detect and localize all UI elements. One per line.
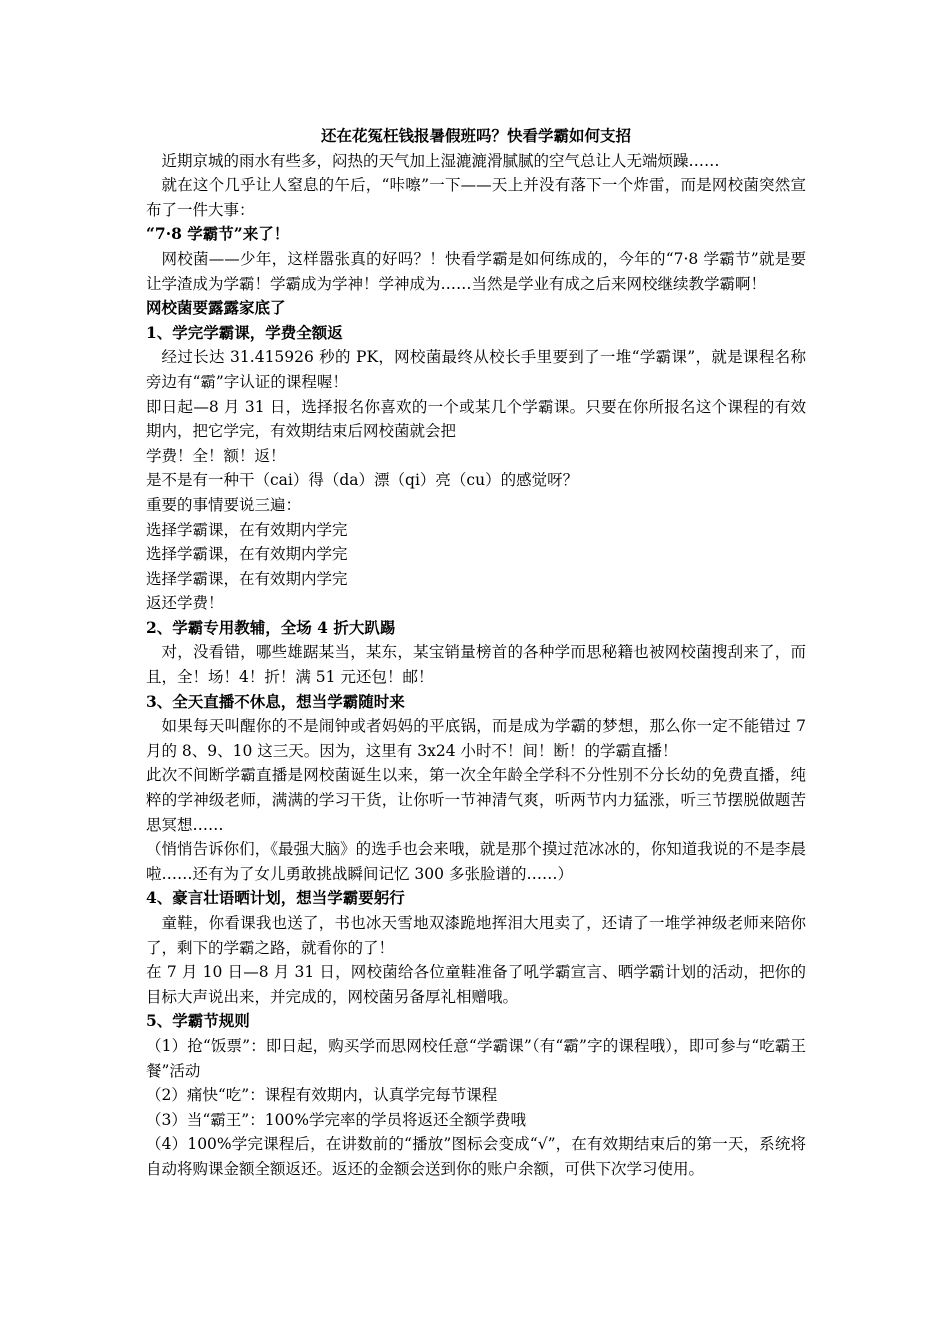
section-paragraph: （3）当“霸王”：100%学完率的学员将返还全额学费哦: [146, 1110, 527, 1129]
section-paragraph: 选择学霸课，在有效期内学完: [146, 545, 348, 564]
section-paragraph: 返还学费！: [146, 594, 224, 613]
section-heading: 网校菌要露露家底了: [146, 298, 286, 318]
section-paragraph: 重要的事情要说三遍：: [146, 495, 302, 514]
intro-paragraph: 近期京城的雨水有些多，闷热的天气加上湿漉漉滑腻腻的空气总让人无端烦躁……: [161, 151, 720, 170]
section-paragraph: （2）痛快“吃”：课程有效期内，认真学完每节课程: [146, 1086, 498, 1105]
section-paragraph: 学费！全！额！返！: [146, 446, 286, 465]
section-paragraph: 童鞋，你看课我也送了，书也冰天雪地双漆跪地挥泪大甩卖了，还请了一堆学神级老师来陪你了，剩下的学霸之路，就看你的了！: [146, 914, 806, 957]
section-heading: 2、学霸专用教辅，全场 4 折大趴踢: [146, 617, 396, 637]
section-paragraph: （4）100%学完课程后，在讲数前的“播放”图标会变成“√”，在有效期结束后的第一天，系统将自动将购课金额全额返还。返还的金额会送到你的账户余额，可供下次学习使用。: [146, 1135, 806, 1178]
section-paragraph: 即日起—8 月 31 日，选择报名你喜欢的一个或某几个学霸课。只要在你所报名这个课程的有效期内，把它学完，有效期结束后网校菌就会把: [146, 397, 806, 441]
document-body: [146, 124, 806, 1182]
section-paragraph: （悄悄告诉你们，《最强大脑》的选手也会来哦，就是那个摸过范冰冰的，你知道我说的不是李晨啦……还有为了女儿勇敢挑战瞬间记忆 300 多张脸谱的……）: [146, 840, 806, 883]
announcement-paragraph: 网校菌——少年，这样嚣张真的好吗？！快看学霸是如何练成的，今年的“7·8 学霸节”就是要让学渣成为学霸！学霸成为学神！学神成为……当然是学业有成之后来网校继续教学霸啊！: [146, 249, 806, 293]
sections-container: [146, 321, 806, 1182]
section-paragraph: 此次不间断学霸直播是网校菌诞生以来，第一次全年龄全学科不分性别不分长幼的免费直播，纯粹的学神级老师，满满的学习干货，让你听一节神清气爽，听两节内力猛涨，听三节摆脱做题苦思冥想……: [146, 766, 806, 834]
section-paragraph: 是不是有一种干（cai）得（da）漂（qi）亮（cu）的感觉呀？: [146, 471, 579, 490]
section-paragraph: 选择学霸课，在有效期内学完: [146, 569, 348, 588]
document-title: 还在花冤枉钱报暑假班吗？快看学霸如何支招: [320, 126, 631, 145]
section-paragraph: 对，没看错，哪些雄踞某当，某东，某宝销量榜首的各种学而思秘籍也被网校菌搜刮来了，而且，全！场！4！折！满 51 元还包！邮！: [146, 643, 806, 687]
section-paragraph: 选择学霸课，在有效期内学完: [146, 520, 348, 539]
announcement-heading: “7·8 学霸节”来了！: [146, 224, 290, 244]
section-paragraph: 经过长达 31.415926 秒的 PK，网校菌最终从校长手里要到了一堆“学霸课”，就是课程名称旁边有“霸”字认证的课程喔！: [146, 348, 806, 391]
section-paragraph: （1）抢“饭票”：即日起，购买学而思网校任意“学霸课”（有“霸”字的课程哦），即可参与“吃霸王餐”活动: [146, 1036, 806, 1080]
section-heading: 4、豪言壮语晒计划，想当学霸要躬行: [146, 888, 405, 908]
section-paragraph: 如果每天叫醒你的不是闹钟或者妈妈的平底锅，而是成为学霸的梦想，那么你一定不能错过 7 月的 8、9、10 这三天。因为，这里有 3x24 小时不！间！断！的学霸直播！: [146, 717, 806, 760]
section-heading: 5、学霸节规则: [146, 1011, 250, 1031]
section-heading: 1、学完学霸课，学费全额返: [146, 322, 343, 342]
section-paragraph: 在 7 月 10 日—8 月 31 日，网校菌给各位童鞋准备了吼学霸宣言、晒学霸计划的活动，把你的目标大声说出来，并完成的，网校菌另备厚礼相赠哦。: [146, 963, 806, 1006]
intro-paragraph: 就在这个几乎让人窒息的午后，“咔嚓”一下——天上并没有落下一个炸雷，而是网校菌突然宣布了一件大事：: [146, 176, 806, 219]
section-heading: 3、全天直播不休息，想当学霸随时来: [146, 691, 405, 711]
